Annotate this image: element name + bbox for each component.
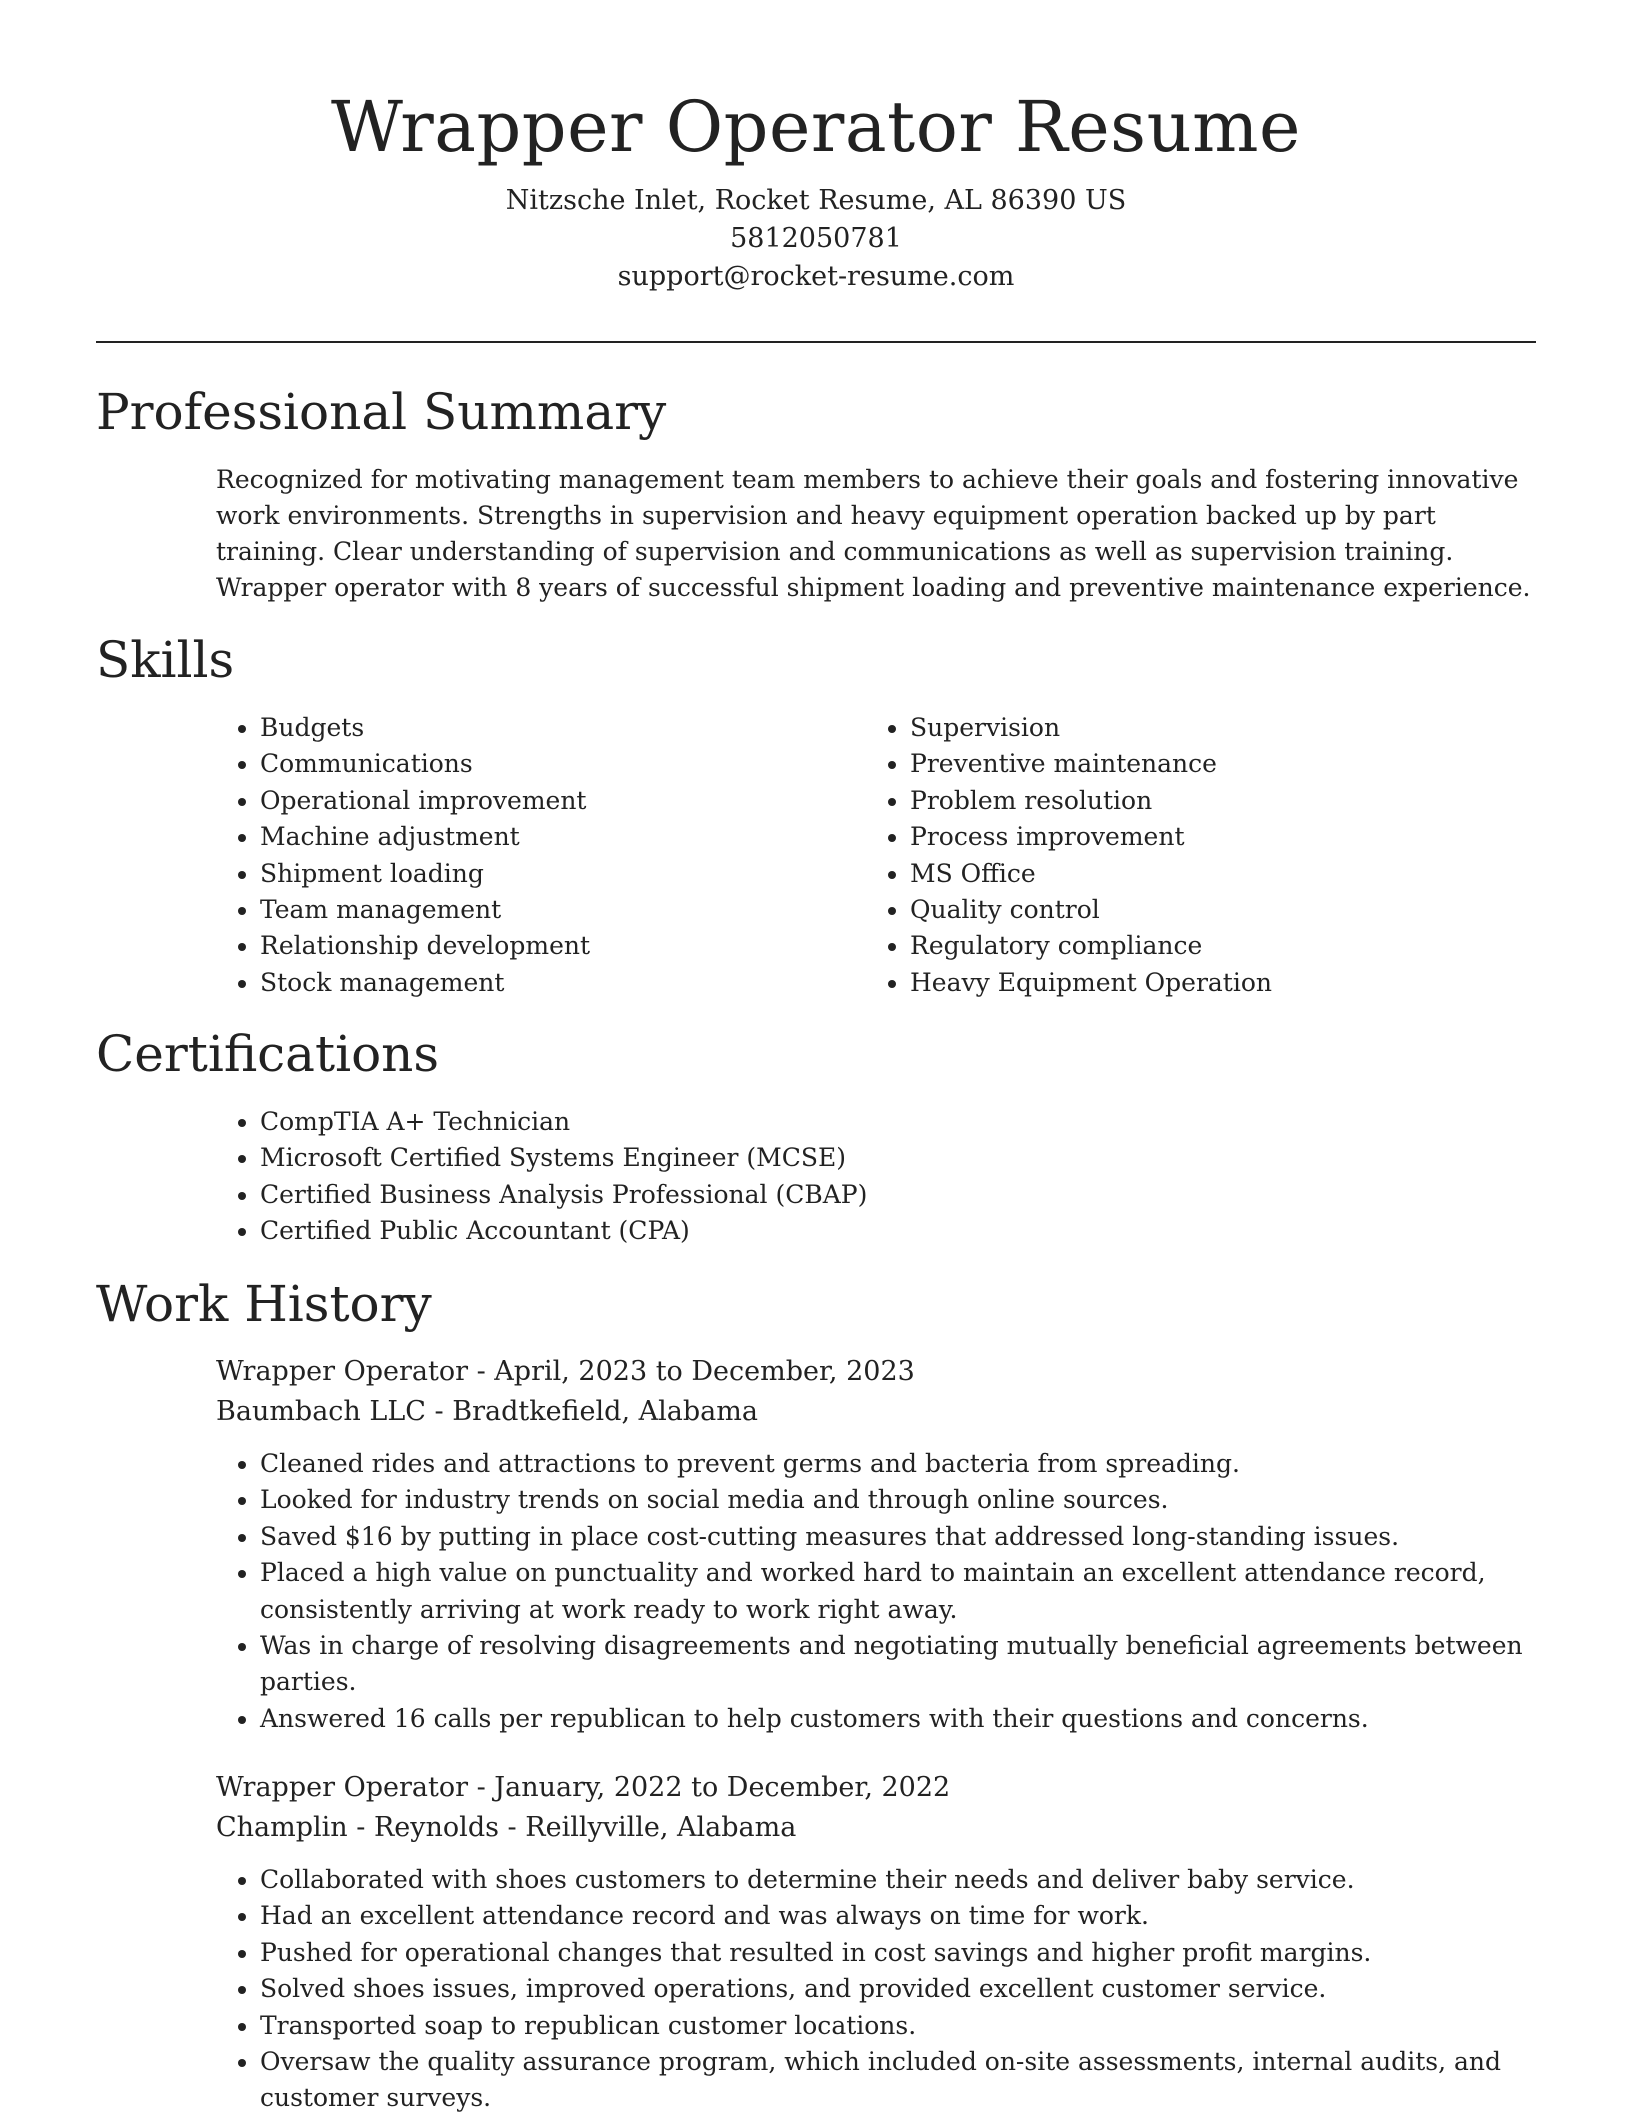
job-location: - Reillyville, Alabama <box>498 1812 797 1843</box>
job-duties-list <box>216 1446 1536 1737</box>
skill-item: • Quality control <box>910 892 1486 928</box>
job-company: Champlin - Reynolds <box>216 1812 499 1843</box>
resume-header <box>96 82 1536 296</box>
contact-phone: 5812050781 <box>730 223 902 254</box>
skill-item: • Preventive maintenance <box>910 746 1486 782</box>
skill-item: • Relationship development <box>260 928 836 964</box>
skills-heading: Skills <box>96 631 235 689</box>
certifications-list <box>216 1104 1536 1250</box>
job-duty-item: • Answered 16 calls per republican to help customers with their questions and concerns. <box>260 1701 1536 1737</box>
job-title-line <box>216 1768 1536 1808</box>
job-duty-item: • Saved $16 by putting in place cost-cutting measures that addressed long-standing issues. <box>260 1519 1536 1555</box>
skill-item: • Problem resolution <box>910 783 1486 819</box>
certification-item: • Certified Business Analysis Professional (CBAP) <box>260 1177 1536 1213</box>
skill-item: • Machine adjustment <box>260 819 836 855</box>
job-duty-item: • Collaborated with shoes customers to determine their needs and deliver baby service. <box>260 1862 1536 1898</box>
job-duties <box>216 1446 1536 1737</box>
summary-text: Recognized for motivating management team members to achieve their goals and fostering innovative work environments. Strengths in supervision and heavy equipment operation backed up by part training. Clear understanding of supervision and communications as well as supervision training. Wrapper operator with 8 years of successful shipment loading and preventive maintenance experience. <box>216 465 1531 602</box>
contact-address: Nitzsche Inlet, Rocket Resume, AL 86390 US <box>505 185 1127 216</box>
job-duty-item: • Was in charge of resolving disagreements and negotiating mutually beneficial agreements between parties. <box>260 1628 1536 1701</box>
certifications-heading: Certifications <box>96 1025 440 1083</box>
job-duty-item: • Had an excellent attendance record and was always on time for work. <box>260 1898 1536 1934</box>
skill-item: • Heavy Equipment Operation <box>910 965 1486 1001</box>
header-divider <box>96 341 1536 343</box>
job-duties-list <box>216 1862 1536 2117</box>
job-location: - Bradtkefield, Alabama <box>425 1396 758 1427</box>
job-duty-item: • Pushed for operational changes that resulted in cost savings and higher profit margins. <box>260 1935 1536 1971</box>
skill-item: • Shipment loading <box>260 856 836 892</box>
contact-email: support@rocket-resume.com <box>617 261 1015 292</box>
skill-item: • Operational improvement <box>260 783 836 819</box>
work-history-heading: Work History <box>96 1275 432 1333</box>
skill-item: • Communications <box>260 746 836 782</box>
job-duty-item: • Transported soap to republican customer locations. <box>260 2008 1536 2044</box>
skill-item: • Stock management <box>260 965 836 1001</box>
skills-column-right <box>866 710 1486 1001</box>
job-company-line <box>216 1392 1536 1432</box>
job-role: Wrapper Operator <box>216 1772 468 1803</box>
job-dates: - January, 2022 to December, 2022 <box>468 1772 951 1803</box>
job-header <box>216 1768 1536 1848</box>
job-duty-item: • Oversaw the quality assurance program, which included on-site assessments, internal audits, and customer surveys. <box>260 2044 1536 2117</box>
skills-list-left <box>216 710 836 1001</box>
skill-item: • MS Office <box>910 856 1486 892</box>
job-company: Baumbach LLC <box>216 1396 426 1427</box>
skill-item: • Budgets <box>260 710 836 746</box>
skills-column-left <box>216 710 836 1001</box>
summary-heading: Professional Summary <box>96 383 667 441</box>
skill-item: • Team management <box>260 892 836 928</box>
job-header <box>216 1352 1536 1432</box>
certification-item: • Certified Public Accountant (CPA) <box>260 1213 1536 1249</box>
job-dates: - April, 2023 to December, 2023 <box>468 1356 915 1387</box>
contact-info <box>96 182 1536 296</box>
certifications-block <box>216 1104 1536 1250</box>
skill-item: • Process improvement <box>910 819 1486 855</box>
job-duty-item: • Placed a high value on punctuality and worked hard to maintain an excellent attendance record, consistently arriving at work ready to work right away. <box>260 1555 1536 1628</box>
skill-item: • Regulatory compliance <box>910 928 1486 964</box>
job-role: Wrapper Operator <box>216 1356 468 1387</box>
job-duty-item: • Solved shoes issues, improved operations, and provided excellent customer service. <box>260 1971 1536 2007</box>
job-duty-item: • Looked for industry trends on social media and through online sources. <box>260 1482 1536 1518</box>
skill-item: • Supervision <box>910 710 1486 746</box>
job-duties <box>216 1862 1536 2117</box>
job-company-line <box>216 1808 1536 1848</box>
resume-title: Wrapper Operator Resume <box>330 86 1301 168</box>
job-duty-item: • Cleaned rides and attractions to prevent germs and bacteria from spreading. <box>260 1446 1536 1482</box>
skills-list-right <box>866 710 1486 1001</box>
certification-item: • CompTIA A+ Technician <box>260 1104 1536 1140</box>
job-title-line <box>216 1352 1536 1392</box>
certification-item: • Microsoft Certified Systems Engineer (MCSE) <box>260 1140 1536 1176</box>
